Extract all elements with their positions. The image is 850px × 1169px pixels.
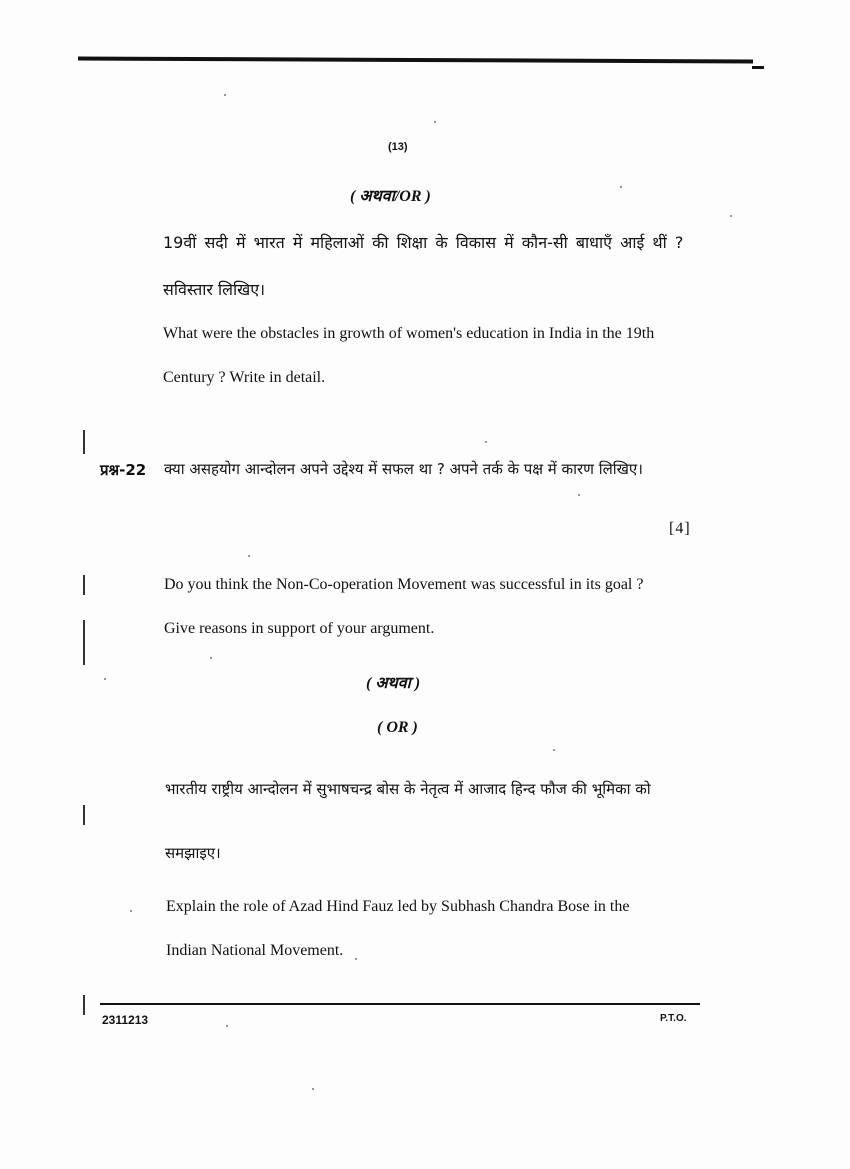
top-rule [78,57,753,64]
scan-speck [210,657,212,659]
scan-speck [730,215,732,217]
question-22-alternative-english-label: ( OR ) [377,719,418,736]
or-heading: ( अथवा/OR ) [350,188,431,205]
question-22-label: प्रश्न-22 [100,461,147,479]
question-21-english-line-1 [163,325,654,343]
scan-speck [620,186,622,188]
scan-speck [355,958,357,960]
question-22-alternative-hindi-line-1: भारतीय राष्ट्रीय आन्दोलन में सुभाषचन्द्र बोस के नेतृत्व में आजाद हिन्द फौज की भूमिका को [165,780,651,798]
question-22-alternative-hindi-label: ( अथवा ) [366,675,421,692]
scan-speck [485,441,487,443]
question-21-english-line-2: Century ? Write in detail. [163,369,326,386]
margin-mark [83,805,85,825]
pto-label: P.T.O. [660,1013,687,1024]
paper-code: 2311213 [102,1013,149,1027]
margin-mark [83,430,85,454]
question-22-english-line-2: Give reasons in support of your argument. [164,620,435,637]
question-22-hindi-line-1: क्या असहयोग आन्दोलन अपने उद्देश्य में सफल था ? अपने तर्क के पक्ष में कारण लिखिए। [164,460,643,478]
question-21-hindi-line-2: सविस्तार लिखिए। [163,280,266,299]
question-22-alternative-hindi-line-2: समझाइए। [165,844,221,862]
scan-speck [248,555,250,557]
margin-mark [83,995,85,1015]
question-21-hindi-line-1: 19वीं सदी में भारत में महिलाओं की शिक्षा के विकास में कौन-सी बाधाएँ आई थीं ? [163,233,684,252]
question-21-english-line-1-text: What were the obstacles in growth of women's education in India in the 19th [163,325,655,342]
question-22-marks: [4] [669,520,691,537]
scan-speck [578,494,580,496]
scan-speck [130,910,132,912]
scan-speck [312,1088,314,1090]
scan-speck [434,121,436,123]
bottom-rule [100,1003,700,1005]
question-22-alternative-english-line-1: Explain the role of Azad Hind Fauz led by Subhash Chandra Bose in the [166,898,630,915]
scan-speck [104,678,106,680]
margin-mark [83,620,85,665]
scan-speck [226,1025,228,1027]
page-number: (13) [388,141,408,153]
top-rule-tick [752,66,764,69]
question-22-english-line-1: Do you think the Non-Co-operation Movement was successful in its goal ? [164,576,644,593]
scan-speck [224,94,226,96]
scan-speck [553,749,555,751]
question-22-alternative-english-line-2: Indian National Movement. [166,942,344,959]
margin-mark [83,575,85,595]
